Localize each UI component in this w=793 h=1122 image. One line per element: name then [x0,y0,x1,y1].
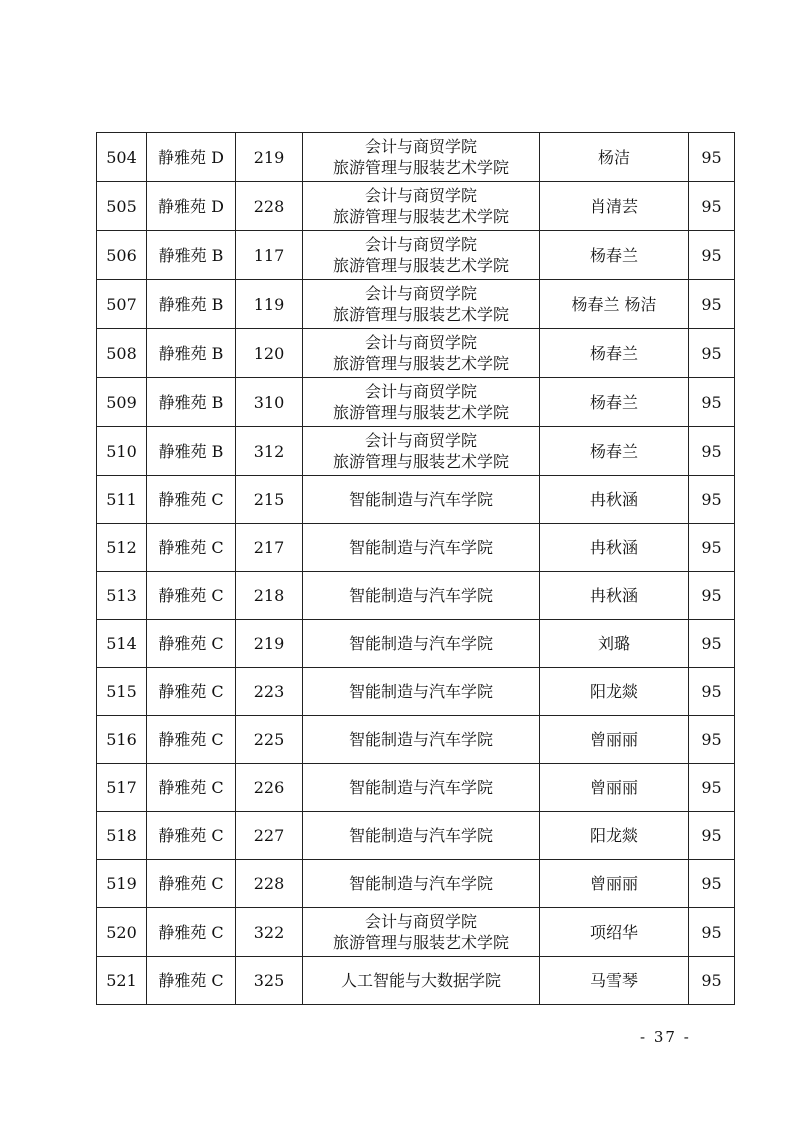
room-cell: 322 [236,908,303,957]
row-number-cell: 509 [97,378,147,427]
room-cell: 228 [236,860,303,908]
college-name: 旅游管理与服装艺术学院 [332,403,509,422]
college-name: 智能制造与汽车学院 [348,778,493,797]
building-cell: 静雅苑 C [147,620,236,668]
inspector-cell: 杨春兰 [540,427,689,476]
building-cell: 静雅苑 D [147,182,236,231]
room-cell: 218 [236,572,303,620]
room-cell: 219 [236,620,303,668]
college-name: 智能制造与汽车学院 [348,682,493,701]
college-cell [303,182,540,231]
building-cell: 静雅苑 B [147,231,236,280]
college-name: 人工智能与大数据学院 [340,971,501,990]
building-cell: 静雅苑 B [147,378,236,427]
table-row [97,280,735,329]
college-name: 智能制造与汽车学院 [348,538,493,557]
inspector-cell: 杨春兰 [540,231,689,280]
room-cell: 215 [236,476,303,524]
table-row [97,812,735,860]
inspector-cell: 项绍华 [540,908,689,957]
inspector-cell: 杨春兰 杨洁 [540,280,689,329]
college-cell [303,133,540,182]
table-row [97,476,735,524]
score-cell: 95 [689,812,735,860]
row-number-cell: 504 [97,133,147,182]
building-cell: 静雅苑 B [147,329,236,378]
table-row [97,427,735,476]
college-name: 会计与商贸学院 [364,284,477,303]
room-cell: 219 [236,133,303,182]
college-name: 会计与商贸学院 [364,235,477,254]
score-cell: 95 [689,620,735,668]
score-cell: 95 [689,329,735,378]
building-cell: 静雅苑 C [147,572,236,620]
college-cell [303,572,540,620]
building-cell: 静雅苑 C [147,860,236,908]
building-cell: 静雅苑 C [147,716,236,764]
table-row [97,133,735,182]
college-cell [303,329,540,378]
score-cell: 95 [689,908,735,957]
room-cell: 225 [236,716,303,764]
table-row [97,620,735,668]
room-cell: 120 [236,329,303,378]
building-cell: 静雅苑 B [147,427,236,476]
room-cell: 325 [236,957,303,1005]
college-cell [303,860,540,908]
room-cell: 310 [236,378,303,427]
college-cell [303,231,540,280]
college-cell [303,716,540,764]
building-cell: 静雅苑 D [147,133,236,182]
table-row [97,329,735,378]
room-cell: 312 [236,427,303,476]
score-cell: 95 [689,716,735,764]
table-row [97,668,735,716]
table-body [97,133,735,1005]
row-number-cell: 517 [97,764,147,812]
building-cell: 静雅苑 C [147,668,236,716]
inspector-cell: 阳龙燚 [540,668,689,716]
score-cell: 95 [689,764,735,812]
college-name: 会计与商贸学院 [364,912,477,931]
college-name: 会计与商贸学院 [364,137,477,156]
building-cell: 静雅苑 C [147,908,236,957]
college-name: 旅游管理与服装艺术学院 [332,305,509,324]
college-name: 智能制造与汽车学院 [348,874,493,893]
room-cell: 117 [236,231,303,280]
college-name: 智能制造与汽车学院 [348,634,493,653]
row-number-cell: 512 [97,524,147,572]
table-row [97,572,735,620]
inspector-cell: 马雪琴 [540,957,689,1005]
college-cell [303,812,540,860]
table-row [97,957,735,1005]
room-cell: 223 [236,668,303,716]
score-cell: 95 [689,668,735,716]
row-number-cell: 507 [97,280,147,329]
table-row [97,860,735,908]
college-name: 智能制造与汽车学院 [348,826,493,845]
inspector-cell: 阳龙燚 [540,812,689,860]
college-cell [303,378,540,427]
score-cell: 95 [689,133,735,182]
college-name: 旅游管理与服装艺术学院 [332,158,509,177]
college-name: 智能制造与汽车学院 [348,730,493,749]
score-cell: 95 [689,860,735,908]
row-number-cell: 510 [97,427,147,476]
score-cell: 95 [689,231,735,280]
college-cell [303,524,540,572]
table-row [97,231,735,280]
table-row [97,908,735,957]
college-name: 旅游管理与服装艺术学院 [332,207,509,226]
inspector-cell: 冉秋涵 [540,476,689,524]
building-cell: 静雅苑 C [147,476,236,524]
college-name: 智能制造与汽车学院 [348,586,493,605]
score-cell: 95 [689,427,735,476]
college-cell [303,957,540,1005]
inspector-cell: 肖清芸 [540,182,689,231]
row-number-cell: 511 [97,476,147,524]
score-cell: 95 [689,182,735,231]
table-row [97,524,735,572]
table-row [97,764,735,812]
score-cell: 95 [689,957,735,1005]
inspector-cell: 杨春兰 [540,378,689,427]
room-cell: 228 [236,182,303,231]
building-cell: 静雅苑 C [147,764,236,812]
inspector-cell: 冉秋涵 [540,524,689,572]
college-cell [303,620,540,668]
college-name: 旅游管理与服装艺术学院 [332,933,509,952]
college-name: 会计与商贸学院 [364,333,477,352]
table-row [97,182,735,231]
college-name: 会计与商贸学院 [364,431,477,450]
college-cell [303,427,540,476]
building-cell: 静雅苑 B [147,280,236,329]
college-cell [303,668,540,716]
college-name: 会计与商贸学院 [364,382,477,401]
score-cell: 95 [689,378,735,427]
college-name: 智能制造与汽车学院 [348,490,493,509]
score-cell: 95 [689,572,735,620]
row-number-cell: 518 [97,812,147,860]
inspector-cell: 杨春兰 [540,329,689,378]
college-name: 会计与商贸学院 [364,186,477,205]
row-number-cell: 516 [97,716,147,764]
row-number-cell: 520 [97,908,147,957]
college-cell [303,476,540,524]
table-row [97,716,735,764]
room-cell: 217 [236,524,303,572]
inspector-cell: 冉秋涵 [540,572,689,620]
page-number: - 37 - [640,1028,691,1046]
row-number-cell: 513 [97,572,147,620]
inspector-cell: 刘璐 [540,620,689,668]
college-cell [303,280,540,329]
row-number-cell: 505 [97,182,147,231]
room-cell: 227 [236,812,303,860]
college-name: 旅游管理与服装艺术学院 [332,256,509,275]
inspector-cell: 杨洁 [540,133,689,182]
dormitory-score-table [96,132,735,1005]
row-number-cell: 506 [97,231,147,280]
score-cell: 95 [689,524,735,572]
room-cell: 119 [236,280,303,329]
row-number-cell: 514 [97,620,147,668]
college-cell [303,908,540,957]
college-name: 旅游管理与服装艺术学院 [332,354,509,373]
row-number-cell: 508 [97,329,147,378]
score-cell: 95 [689,280,735,329]
inspector-cell: 曾丽丽 [540,764,689,812]
building-cell: 静雅苑 C [147,812,236,860]
row-number-cell: 515 [97,668,147,716]
table-row [97,378,735,427]
building-cell: 静雅苑 C [147,957,236,1005]
building-cell: 静雅苑 C [147,524,236,572]
inspector-cell: 曾丽丽 [540,716,689,764]
row-number-cell: 521 [97,957,147,1005]
college-name: 旅游管理与服装艺术学院 [332,452,509,471]
inspector-cell: 曾丽丽 [540,860,689,908]
score-cell: 95 [689,476,735,524]
college-cell [303,764,540,812]
row-number-cell: 519 [97,860,147,908]
room-cell: 226 [236,764,303,812]
